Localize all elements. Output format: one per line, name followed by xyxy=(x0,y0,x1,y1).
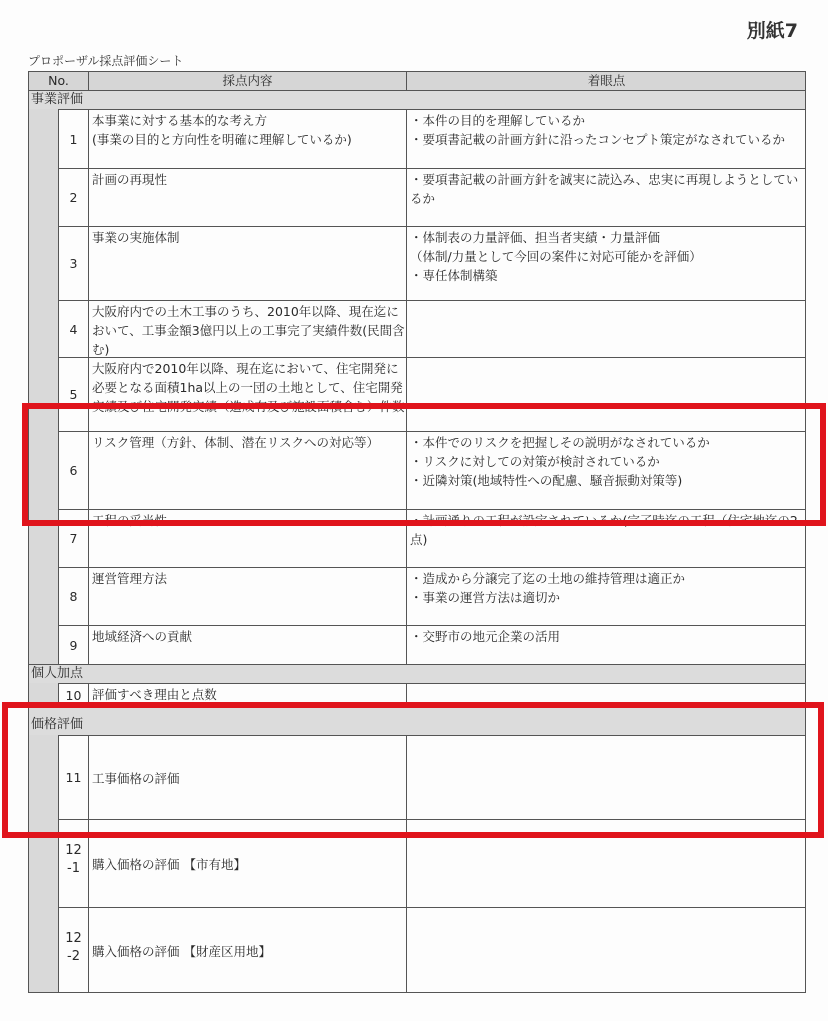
row-content: 計画の再現性 xyxy=(88,168,406,226)
row-no: 9 xyxy=(58,625,88,664)
row-focus: ・交野市の地元企業の活用 xyxy=(406,625,806,664)
gutter-business xyxy=(28,109,58,664)
row-content: 評価すべき理由と点数 xyxy=(88,683,406,707)
row-content: 購入価格の評価 【市有地】 xyxy=(88,819,406,907)
row-no: 12 -2 xyxy=(58,907,88,993)
row-content: 運営管理方法 xyxy=(88,567,406,625)
evaluation-table xyxy=(28,71,806,993)
row-no: 3 xyxy=(58,226,88,300)
sheet-title: プロポーザル採点評価シート xyxy=(28,54,184,68)
row-focus xyxy=(406,735,806,819)
row-focus: ・要項書記載の計画方針を誠実に読込み、忠実に再現しようとしているか xyxy=(406,168,806,226)
row-content: 大阪府内で2010年以降、現在迄において、住宅開発に必要となる面積1ha以上の一団の土地として、住宅開発実績及び住宅開発実績（造成有及び施設面積含む）件数 xyxy=(88,357,406,431)
table-right-border xyxy=(805,71,806,993)
row-focus xyxy=(406,300,806,357)
row-content: 事業の実施体制 xyxy=(88,226,406,300)
row-focus xyxy=(406,357,806,431)
header-focus: 着眼点 xyxy=(406,71,806,90)
header-content: 採点内容 xyxy=(88,71,406,90)
section-personal: 個人加点 xyxy=(28,664,806,683)
section-price: 価格評価 xyxy=(28,707,806,735)
row-content: 地域経済への貢献 xyxy=(88,625,406,664)
row-no: 11 xyxy=(58,735,88,819)
row-no: 4 xyxy=(58,300,88,357)
row-focus: ・体制表の力量評価、担当者実績・力量評価 （体制/力量として今回の案件に対応可能かを評価） ・専任体制構築 xyxy=(406,226,806,300)
row-content: 工事価格の評価 xyxy=(88,735,406,819)
row-focus: ・本件でのリスクを把握しその説明がなされているか ・リスクに対しての対策が検討されているか ・近隣対策(地域特性への配慮、騒音振動対策等) xyxy=(406,431,806,509)
row-content: 工程の妥当性 xyxy=(88,509,406,567)
row-no: 8 xyxy=(58,567,88,625)
row-focus xyxy=(406,819,806,907)
section-business: 事業評価 xyxy=(28,90,806,109)
row-focus xyxy=(406,683,806,707)
gutter-personal xyxy=(28,683,58,707)
table-bottom-border xyxy=(28,992,806,993)
row-content: 大阪府内での土木工事のうち、2010年以降、現在迄において、工事金額3億円以上の工事完了実績件数(民間含む) xyxy=(88,300,406,357)
row-no: 2 xyxy=(58,168,88,226)
row-no: 5 xyxy=(58,357,88,431)
row-focus: ・計画通りの工程が設定されているか(完了時迄の工程（住宅地迄の2点) xyxy=(406,509,806,567)
header-no: No. xyxy=(28,71,88,90)
row-focus: ・造成から分譲完了迄の土地の維持管理は適正か ・事業の運営方法は適切か xyxy=(406,567,806,625)
row-content: リスク管理（方針、体制、潜在リスクへの対応等） xyxy=(88,431,406,509)
row-focus: ・本件の目的を理解しているか ・要項書記載の計画方針に沿ったコンセプト策定がなされているか xyxy=(406,109,806,168)
row-no: 6 xyxy=(58,431,88,509)
row-focus xyxy=(406,907,806,993)
row-no: 1 xyxy=(58,109,88,168)
gutter-price xyxy=(28,735,58,993)
row-content: 本事業に対する基本的な考え方 (事業の目的と方向性を明確に理解しているか) xyxy=(88,109,406,168)
row-no: 10 xyxy=(58,683,88,707)
row-content: 購入価格の評価 【財産区用地】 xyxy=(88,907,406,993)
document-label: 別紙7 xyxy=(746,20,798,42)
row-no: 12 -1 xyxy=(58,819,88,907)
row-no: 7 xyxy=(58,509,88,567)
